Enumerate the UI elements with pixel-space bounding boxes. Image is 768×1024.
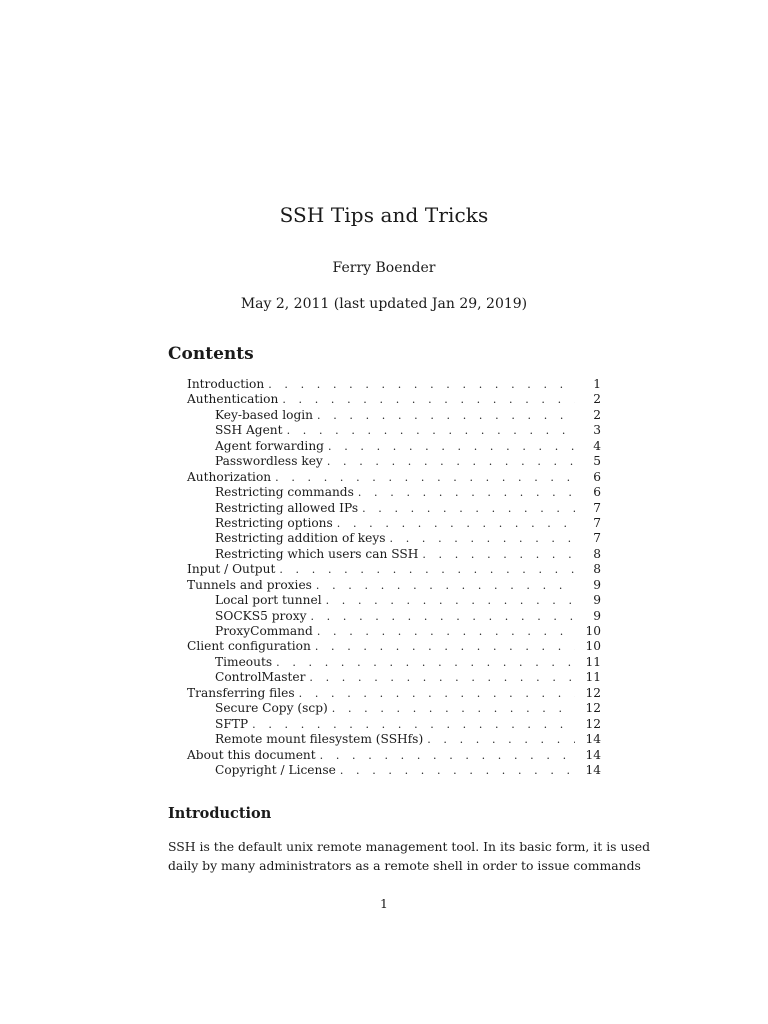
- toc-entry-label: Remote mount filesystem (SSHfs): [215, 732, 424, 747]
- toc-dot-leader: [276, 655, 575, 670]
- toc-entry[interactable]: [187, 763, 601, 778]
- toc-entry[interactable]: [187, 748, 601, 763]
- toc-dot-leader: [327, 454, 575, 469]
- toc-entry-page: 9: [593, 593, 601, 608]
- toc-entry[interactable]: [187, 670, 601, 685]
- toc-dot-leader: [362, 501, 575, 516]
- toc-dot-leader: [316, 578, 575, 593]
- toc-entry-label: Secure Copy (scp): [215, 701, 328, 716]
- toc-entry-page: 7: [593, 500, 601, 515]
- toc-entry-page: 12: [585, 685, 601, 700]
- document-title: SSH Tips and Tricks: [279, 203, 489, 227]
- toc-entry-label: Client configuration: [187, 639, 311, 654]
- toc-dot-leader: [390, 531, 576, 546]
- toc-entry-label: About this document: [187, 747, 316, 762]
- toc-entry-page: 11: [585, 654, 601, 669]
- toc-entry-label: Copyright / License: [215, 762, 336, 777]
- introduction-line: daily by many administrators as a remote shell in order to issue commands: [168, 858, 641, 873]
- table-of-contents: [187, 377, 601, 778]
- toc-entry-label: Restricting commands: [215, 485, 354, 500]
- toc-entry-page: 9: [593, 608, 601, 623]
- toc-entry-page: 8: [593, 562, 601, 577]
- toc-entry-page: 14: [585, 747, 601, 762]
- toc-entry-page: 10: [585, 639, 601, 654]
- toc-entry-label: Authentication: [187, 392, 279, 407]
- toc-entry-page: 6: [593, 469, 601, 484]
- toc-entry-page: 12: [585, 701, 601, 716]
- toc-dot-leader: [337, 516, 575, 531]
- toc-dot-leader: [422, 547, 575, 562]
- introduction-line: SSH is the default unix remote management tool. In its basic form, it is used: [168, 839, 651, 854]
- toc-dot-leader: [328, 439, 575, 454]
- toc-entry-page: 8: [593, 546, 601, 561]
- toc-dot-leader: [279, 562, 575, 577]
- toc-entry[interactable]: [187, 377, 601, 392]
- toc-entry[interactable]: [187, 423, 601, 438]
- toc-entry-label: Restricting which users can SSH: [215, 546, 419, 561]
- toc-dot-leader: [427, 732, 575, 747]
- toc-entry-page: 5: [593, 454, 601, 469]
- toc-entry[interactable]: [187, 593, 601, 608]
- toc-entry-page: 6: [593, 485, 601, 500]
- introduction-heading: Introduction: [168, 805, 272, 822]
- toc-entry-label: Input / Output: [187, 562, 276, 577]
- toc-entry[interactable]: [187, 470, 601, 485]
- toc-entry-label: Agent forwarding: [215, 438, 324, 453]
- toc-dot-leader: [299, 686, 575, 701]
- toc-entry-page: 1: [593, 377, 601, 391]
- toc-entry[interactable]: [187, 531, 601, 546]
- toc-entry-label: Restricting options: [215, 515, 333, 530]
- toc-entry[interactable]: [187, 439, 601, 454]
- toc-entry[interactable]: [187, 639, 601, 654]
- toc-dot-leader: [282, 392, 575, 407]
- toc-entry[interactable]: [187, 516, 601, 531]
- toc-entry-label: Timeouts: [215, 654, 273, 669]
- toc-dot-leader: [268, 377, 575, 392]
- toc-entry-page: 14: [585, 762, 601, 777]
- toc-entry-label: Local port tunnel: [215, 593, 322, 608]
- toc-dot-leader: [317, 408, 575, 423]
- toc-entry-label: ProxyCommand: [215, 624, 313, 638]
- toc-entry[interactable]: [187, 701, 601, 716]
- toc-entry-label: Tunnels and proxies: [187, 577, 312, 592]
- toc-entry-label: SFTP: [215, 716, 249, 731]
- toc-dot-leader: [315, 639, 575, 654]
- toc-entry[interactable]: [187, 732, 601, 747]
- toc-entry-page: 9: [593, 577, 601, 592]
- toc-entry-page: 10: [585, 624, 601, 638]
- toc-dot-leader: [326, 593, 575, 608]
- toc-dot-leader: [332, 701, 575, 716]
- toc-dot-leader: [309, 670, 575, 685]
- toc-entry-label: SOCKS5 proxy: [215, 608, 307, 623]
- toc-entry-label: Transferring files: [187, 685, 295, 700]
- toc-entry[interactable]: [187, 655, 601, 670]
- toc-entry-page: 14: [585, 732, 601, 747]
- toc-entry-page: 7: [593, 531, 601, 546]
- contents-heading: Contents: [168, 344, 254, 364]
- toc-dot-leader: [317, 624, 575, 639]
- toc-entry-label: Key-based login: [215, 407, 313, 422]
- toc-entry[interactable]: [187, 609, 601, 624]
- toc-entry[interactable]: [187, 578, 601, 593]
- toc-dot-leader: [340, 763, 575, 778]
- document-author: Ferry Boender: [332, 260, 436, 276]
- toc-entry-page: 2: [593, 407, 601, 422]
- toc-entry-label: Passwordless key: [215, 454, 323, 469]
- toc-dot-leader: [275, 470, 575, 485]
- toc-entry[interactable]: [187, 408, 601, 423]
- toc-entry-page: 3: [593, 423, 601, 438]
- toc-dot-leader: [287, 423, 575, 438]
- toc-entry[interactable]: [187, 501, 601, 516]
- toc-entry-label: Authorization: [187, 469, 272, 484]
- toc-entry[interactable]: [187, 562, 601, 577]
- toc-dot-leader: [358, 485, 575, 500]
- toc-entry[interactable]: [187, 717, 601, 732]
- toc-entry-page: 4: [593, 438, 601, 453]
- toc-dot-leader: [320, 748, 575, 763]
- toc-entry-page: 2: [593, 392, 601, 407]
- document-date: May 2, 2011 (last updated Jan 29, 2019): [240, 296, 528, 312]
- toc-entry[interactable]: [187, 392, 601, 407]
- toc-entry[interactable]: [187, 454, 601, 469]
- toc-entry[interactable]: [187, 624, 601, 639]
- toc-entry[interactable]: [187, 547, 601, 562]
- toc-dot-leader: [310, 609, 575, 624]
- introduction-paragraph: [168, 837, 651, 875]
- toc-entry-page: 7: [593, 515, 601, 530]
- toc-entry-label: ControlMaster: [215, 670, 306, 685]
- toc-entry-page: 12: [585, 716, 601, 731]
- toc-entry-page: 11: [585, 670, 601, 685]
- toc-entry[interactable]: [187, 485, 601, 500]
- toc-entry-label: Restricting addition of keys: [215, 531, 386, 546]
- toc-dot-leader: [252, 717, 575, 732]
- toc-entry[interactable]: [187, 686, 601, 701]
- page-number: 1: [380, 896, 388, 911]
- toc-entry-label: SSH Agent: [215, 423, 283, 438]
- toc-entry-label: Introduction: [187, 377, 265, 391]
- toc-entry-label: Restricting allowed IPs: [215, 500, 359, 515]
